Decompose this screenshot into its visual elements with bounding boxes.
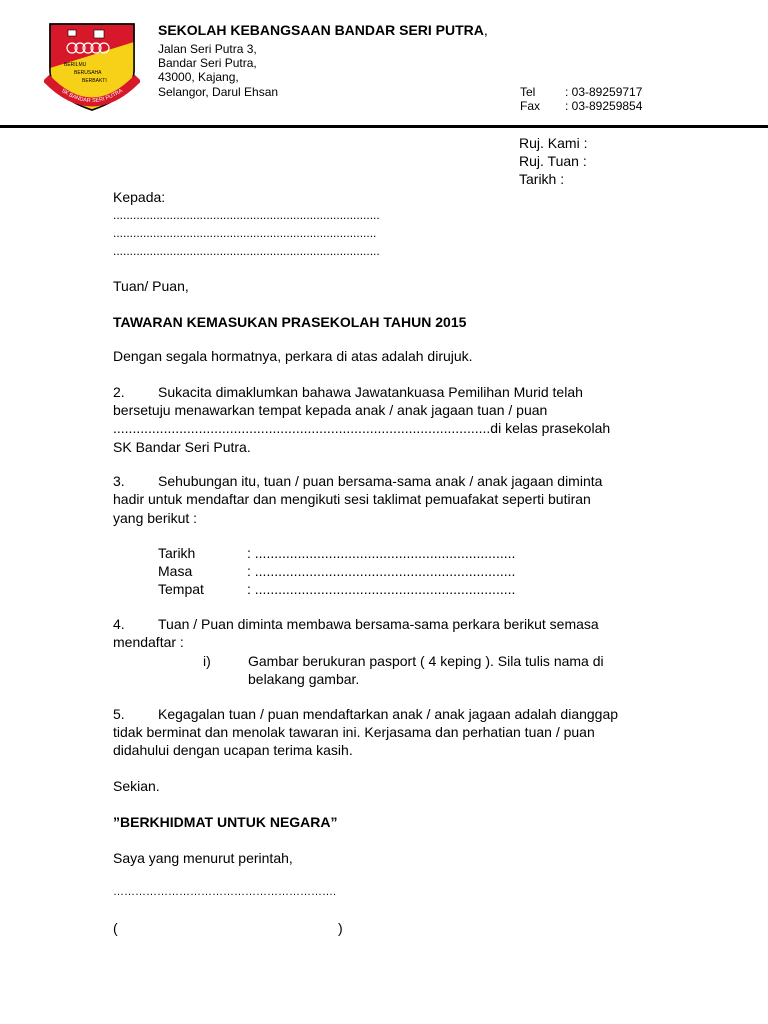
- para4-line-1: Tuan / Puan diminta membawa bersama-sama perkara berikut semasa: [158, 616, 599, 632]
- para4-number: 4.: [113, 616, 125, 632]
- address-line-1: Jalan Seri Putra 3,: [158, 42, 257, 56]
- para2-line-2: bersetuju menawarkan tempat kepada anak / anak jagaan tuan / puan: [113, 402, 548, 418]
- yours-faithfully: Saya yang menurut perintah,: [113, 850, 293, 866]
- para2-number: 2.: [113, 384, 125, 400]
- address-line-2: Bandar Seri Putra,: [158, 56, 257, 70]
- salutation: Tuan/ Puan,: [113, 278, 189, 294]
- school-name-suffix: ,: [483, 22, 488, 38]
- para3-number: 3.: [113, 473, 125, 489]
- para4-line-2: mendaftar :: [113, 634, 184, 650]
- detail-tempat-label: Tempat: [158, 581, 204, 597]
- header-divider: [0, 125, 768, 128]
- school-name: [158, 22, 488, 38]
- recipient-label: Kepada:: [113, 189, 166, 205]
- recipient-line-2: ...............................................................................: [113, 226, 377, 240]
- crest-motto-1: BERILMU: [64, 62, 87, 68]
- tel-label: Tel: [520, 85, 536, 99]
- para5-line-2: tidak berminat dan menolak tawaran ini. Kerjasama dan perhatian tuan / puan: [113, 724, 595, 740]
- crest-motto-2: BERUSAHA: [74, 70, 102, 76]
- para4-item-line-1: Gambar berukuran pasport ( 4 keping ). Sila tulis nama di: [248, 653, 604, 669]
- detail-masa-label: Masa: [158, 563, 193, 579]
- fax-label: Fax: [520, 99, 541, 113]
- subject-title: TAWARAN KEMASUKAN PRASEKOLAH TAHUN 2015: [113, 314, 467, 330]
- recipient-line-3: ................................................................................: [113, 244, 380, 258]
- name-bracket-open: (: [113, 920, 118, 936]
- tel-value: : 03-89259717: [565, 85, 643, 99]
- recipient-line-1: ................................................................................: [113, 208, 380, 222]
- crest-ribbon-text: SK BANDAR SERI PUTRA: [60, 87, 124, 105]
- name-bracket-close: ): [338, 920, 343, 936]
- para2-line-4: SK Bandar Seri Putra.: [113, 439, 251, 455]
- address-line-3: 43000, Kajang,: [158, 70, 239, 84]
- ruj-kami: Ruj. Kami :: [519, 135, 588, 151]
- para3-line-3: yang berikut :: [113, 510, 198, 526]
- signature-line: …………………………………………………….: [113, 886, 337, 898]
- para2-line-1: Sukacita dimaklumkan bahawa Jawatankuasa Pemilihan Murid telah: [158, 384, 583, 400]
- para5-number: 5.: [113, 706, 125, 722]
- detail-masa-value: : ...................................................................: [247, 563, 516, 579]
- detail-tarikh-label: Tarikh: [158, 545, 196, 561]
- tarikh-ref: Tarikh :: [519, 171, 565, 187]
- ruj-tuan: Ruj. Tuan :: [519, 153, 587, 169]
- crest-motto-3: BERBAKTI: [82, 78, 107, 84]
- school-name-text: SEKOLAH KEBANGSAAN BANDAR SERI PUTRA: [158, 22, 484, 38]
- fax-value: : 03-89259854: [565, 99, 643, 113]
- para5-line-1: Kegagalan tuan / puan mendaftarkan anak / anak jagaan adalah dianggap: [158, 706, 619, 722]
- school-crest-icon: [44, 18, 140, 114]
- detail-tempat-value: : ...................................................................: [247, 581, 516, 597]
- detail-tarikh-value: : ...................................................................: [247, 545, 516, 561]
- motto-line: ”BERKHIDMAT UNTUK NEGARA”: [113, 814, 338, 830]
- opening-line: Dengan segala hormatnya, perkara di atas adalah dirujuk.: [113, 348, 473, 364]
- para2-line-3: .................................................................................................di kelas prasekolah: [113, 420, 611, 436]
- para4-item-line-2: belakang gambar.: [248, 671, 360, 687]
- para5-line-3: didahului dengan ucapan terima kasih.: [113, 742, 353, 758]
- para3-line-2: hadir untuk mendaftar dan mengikuti sesi taklimat pemuafakat seperti butiran: [113, 491, 591, 507]
- closing-line: Sekian.: [113, 778, 160, 794]
- para4-item-number: i): [203, 653, 211, 669]
- address-line-4: Selangor, Darul Ehsan: [158, 85, 279, 99]
- para3-line-1: Sehubungan itu, tuan / puan bersama-sama anak / anak jagaan diminta: [158, 473, 603, 489]
